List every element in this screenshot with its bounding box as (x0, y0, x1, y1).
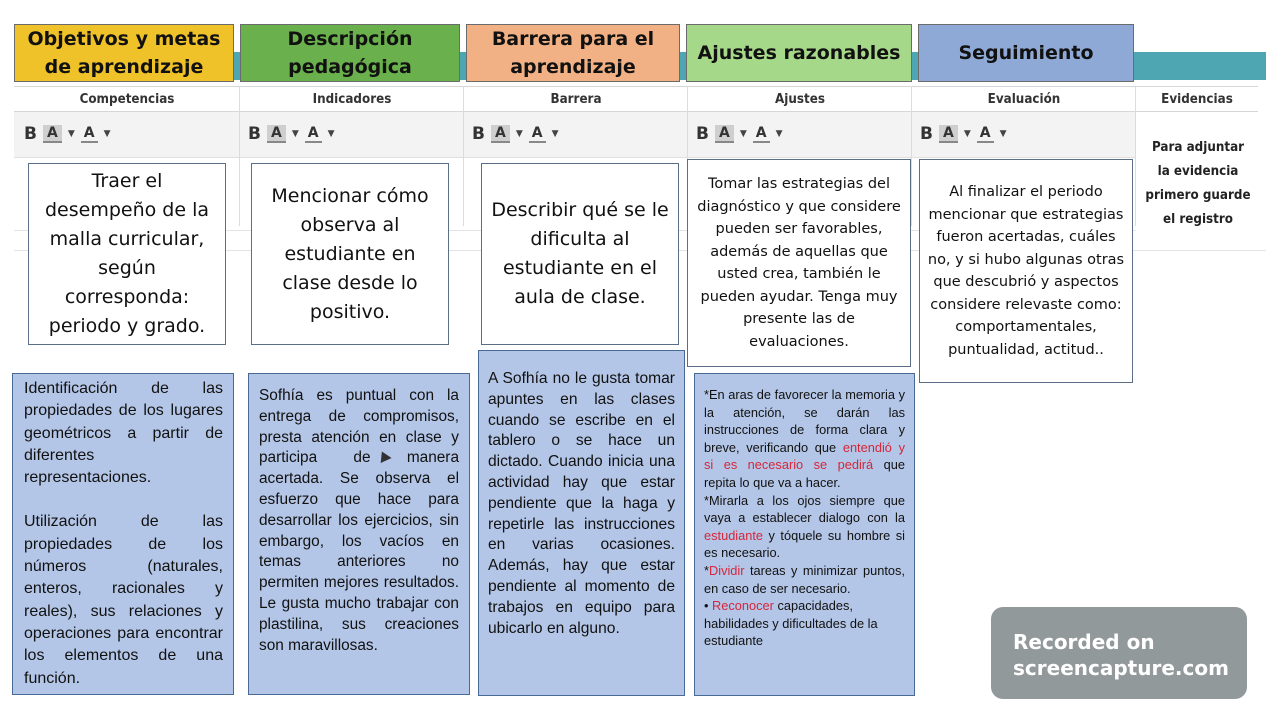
highlight-button[interactable]: A (715, 125, 734, 143)
font-color-button[interactable]: A (305, 125, 322, 143)
font-color-button[interactable]: A (81, 125, 98, 143)
note-ajustes-1: *En aras de favorecer la memoria y la atención, se darán las instrucciones de forma clara y breve, verificando que entendió y si es necesario se pedirá que repita lo que va a hacer. (704, 387, 905, 490)
chevron-down-icon[interactable]: ▼ (963, 129, 971, 139)
note-barrera-text: A Sofhía no le gusta tomar apuntes en las clases cuando se escribe en el tablero o se hace un dictado. Cuando inicia una actividad hay que estar pendiente que la haga y repetirle las instrucciones en varias ocasiones. Además, hay que estar pendiente al momento de trabajos en equipo para ubicarlo en alguno. (488, 370, 675, 637)
column-indicadores: Indicadores (312, 91, 392, 107)
chevron-down-icon[interactable]: ▼ (67, 129, 75, 139)
editor-toolbar (920, 118, 1007, 150)
font-color-button[interactable]: A (753, 125, 770, 143)
prompt-ajustes: Tomar las estrategias del diagnóstico y que considere pueden ser favorables, además de aquellas que usted crea, también le pueden ayudar. Tenga muy presente las de evaluaciones. (687, 159, 911, 367)
chevron-down-icon[interactable]: ▼ (291, 129, 299, 139)
note-competencias-2: Utilización de las propiedades de los números (naturales, enteros, racionales y reales), sus relaciones y operaciones para encontrar los elementos de una función. (24, 513, 223, 687)
bold-button[interactable]: B (472, 124, 485, 144)
chevron-down-icon[interactable]: ▼ (103, 129, 111, 139)
chevron-down-icon[interactable]: ▼ (515, 129, 523, 139)
column-competencias: Competencias (79, 91, 175, 107)
highlight-button[interactable]: A (43, 125, 62, 143)
chevron-down-icon[interactable]: ▼ (775, 129, 783, 139)
watermark (991, 607, 1247, 699)
column-divider (239, 86, 240, 226)
header-descripcion: Descripción pedagógica (240, 24, 460, 82)
prompt-barrera: Describir qué se le dificulta al estudiante en el aula de clase. (481, 163, 679, 345)
font-color-button[interactable]: A (529, 125, 546, 143)
note-indicadores (248, 373, 470, 695)
chevron-down-icon[interactable]: ▼ (999, 129, 1007, 139)
note-competencias (12, 373, 234, 695)
note-ajustes-3: *Dividir tareas y minimizar puntos, en caso de ser necesario. (704, 562, 905, 596)
editor-toolbar (248, 118, 335, 150)
chevron-down-icon[interactable]: ▼ (739, 129, 747, 139)
chevron-down-icon[interactable]: ▼ (327, 129, 335, 139)
column-evidencias: Evidencias (1161, 91, 1233, 107)
bold-button[interactable]: B (920, 124, 933, 144)
evidence-note: Para adjuntar la evidencia primero guarde el registro (1145, 140, 1251, 227)
highlight-button[interactable]: A (491, 125, 510, 143)
editor-toolbar (472, 118, 559, 150)
prompt-indicadores: Mencionar cómo observa al estudiante en clase desde lo positivo. (251, 163, 449, 345)
note-ajustes-2: *Mirarla a los ojos siempre que vaya a establecer dialogo con la estudiante y tóquele su hombre si es necesario. (704, 492, 905, 561)
header-ajustes: Ajustes razonables (686, 24, 912, 82)
chevron-down-icon[interactable]: ▼ (551, 129, 559, 139)
editor-toolbar (696, 118, 783, 150)
watermark-line-2: screencapture.com (1013, 656, 1229, 680)
prompt-seguimiento: Al finalizar el periodo mencionar que estrategias fueron acertadas, cuáles no, y si hubo algunas otras que descubrió y aspectos considere relevaste como: comportamentales, puntualidad, actitud.. (919, 159, 1133, 383)
header-objetivos: Objetivos y metas de aprendizaje (14, 24, 234, 82)
highlight-button[interactable]: A (267, 125, 286, 143)
font-color-button[interactable]: A (977, 125, 994, 143)
highlight-button[interactable]: A (939, 125, 958, 143)
header-barrera: Barrera para el aprendizaje (466, 24, 680, 82)
bold-button[interactable]: B (24, 124, 37, 144)
bold-button[interactable]: B (696, 124, 709, 144)
column-divider (1135, 86, 1136, 226)
note-ajustes-4: • Reconocer capacidades, habilidades y dificultades de la estudiante (704, 598, 878, 649)
note-competencias-1: Identificación de las propiedades de los lugares geométricos a partir de diferentes representaciones. (24, 380, 223, 487)
column-ajustes: Ajustes (775, 91, 825, 107)
prompt-competencias: Traer el desempeño de la malla curricular, según corresponda: periodo y grado. (28, 163, 226, 345)
note-ajustes (694, 373, 915, 696)
editor-toolbar (24, 118, 111, 150)
bold-button[interactable]: B (248, 124, 261, 144)
column-barrera: Barrera (550, 91, 602, 107)
note-indicadores-text: Sofhía es puntual con la entrega de compromisos, presta atención en clase y participa de manera acertada. Se observa el esfuerzo que hace para desarrollar los ejercicios, sin embargo, los vacíos en temas anteriores no permiten mejores resultados. Le gusta mucho trabajar con plastilina, sus creaciones son maravillosas. (259, 387, 459, 654)
column-evaluacion: Evaluación (987, 91, 1061, 107)
note-barrera (478, 350, 685, 696)
column-divider (911, 86, 912, 226)
watermark-line-1: Recorded on (1013, 630, 1155, 654)
column-divider (463, 86, 464, 226)
header-seguimiento: Seguimiento (918, 24, 1134, 82)
